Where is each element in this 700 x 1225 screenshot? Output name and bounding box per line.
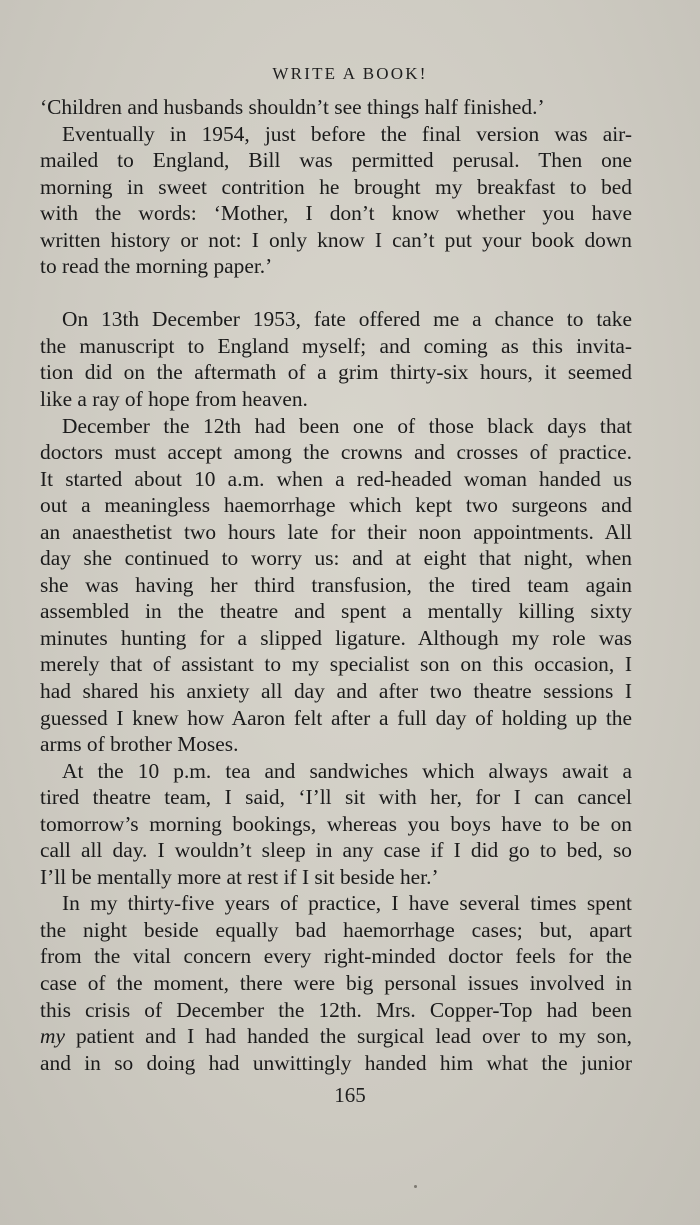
text-line: arms of brother Moses. — [40, 732, 239, 757]
text-line: call all day. I wouldn’t sleep in any case if I did go to bed, so — [40, 838, 632, 863]
text-line: case of the moment, there were big personal issues involved in — [40, 971, 632, 995]
text-line: ‘Children and husbands shouldn’t see things half finished.’ — [40, 95, 545, 119]
text-line: had shared his anxiety all day and after two theatre sessions I — [40, 678, 632, 703]
text-line: mailed to England, Bill was permitted perusal. Then one — [40, 148, 632, 173]
text-line: out a meaningless haemorrhage which kept two surgeons and — [40, 493, 632, 518]
text-line-rest: patient and I had handed the surgical lead over to my son, — [75, 1024, 632, 1049]
text-line: the manuscript to England myself; and coming as this invita- — [40, 333, 632, 358]
text-line: from the vital concern every right-minded doctor feels for the — [40, 944, 632, 969]
body-text — [40, 94, 632, 1076]
text-line: this crisis of December the 12th. Mrs. Copper-Top had been — [40, 997, 632, 1022]
text-line: like a ray of hope from heaven. — [40, 386, 308, 411]
text-line: tomorrow’s morning bookings, whereas you boys have to be on — [40, 811, 632, 836]
text-line: merely that of assistant to my specialist son on this occasion, I — [40, 652, 632, 677]
text-line: an anaesthetist two hours late for their noon appointments. All — [40, 519, 632, 544]
text-line: morning in sweet contrition he brought my breakfast to bed — [40, 174, 632, 199]
section-break — [40, 280, 632, 307]
text-line: written history or not: I only know I can’t put your book down — [40, 227, 632, 252]
text-line: with the words: ‘Mother, I don’t know whether you have — [40, 201, 632, 226]
text-line: minutes hunting for a slipped ligature. Although my role was — [40, 625, 632, 650]
text-line: Eventually in 1954, just before the final version was air- — [62, 121, 632, 146]
text-line: and in so doing had unwittingly handed him what the junior — [40, 1050, 632, 1075]
text-line: the night beside equally bad haemorrhage cases; but, apart — [40, 917, 632, 942]
page-number: 165 — [334, 1083, 366, 1107]
running-head: WRITE A BOOK! — [272, 64, 428, 83]
text-line: It started about 10 a.m. when a red-headed woman handed us — [40, 466, 632, 491]
text-line: On 13th December 1953, fate offered me a chance to take — [62, 307, 632, 332]
text-line: December the 12th had been one of those black days that — [62, 413, 632, 438]
text-line: In my thirty-five years of practice, I have several times spent — [62, 891, 632, 916]
text-line — [40, 1023, 632, 1050]
text-line: guessed I knew how Aaron felt after a full day of holding up the — [40, 705, 632, 730]
italic-emphasis: my — [40, 1024, 65, 1049]
text-line: doctors must accept among the crowns and crosses of practice. — [40, 440, 632, 465]
text-line: tion did on the aftermath of a grim thirty-six hours, it seemed — [40, 360, 632, 385]
text-line: to read the morning paper.’ — [40, 254, 273, 279]
text-line: I’ll be mentally more at rest if I sit beside her.’ — [40, 864, 439, 889]
text-line: assembled in the theatre and spent a mentally killing sixty — [40, 599, 632, 624]
text-line: tired theatre team, I said, ‘I’ll sit with her, for I can cancel — [40, 785, 632, 810]
paper-speck — [414, 1185, 417, 1188]
text-line: day she continued to worry us: and at eight that night, when — [40, 546, 632, 571]
text-line: At the 10 p.m. tea and sandwiches which always await a — [62, 758, 632, 783]
text-line: she was having her third transfusion, the tired team again — [40, 572, 632, 597]
